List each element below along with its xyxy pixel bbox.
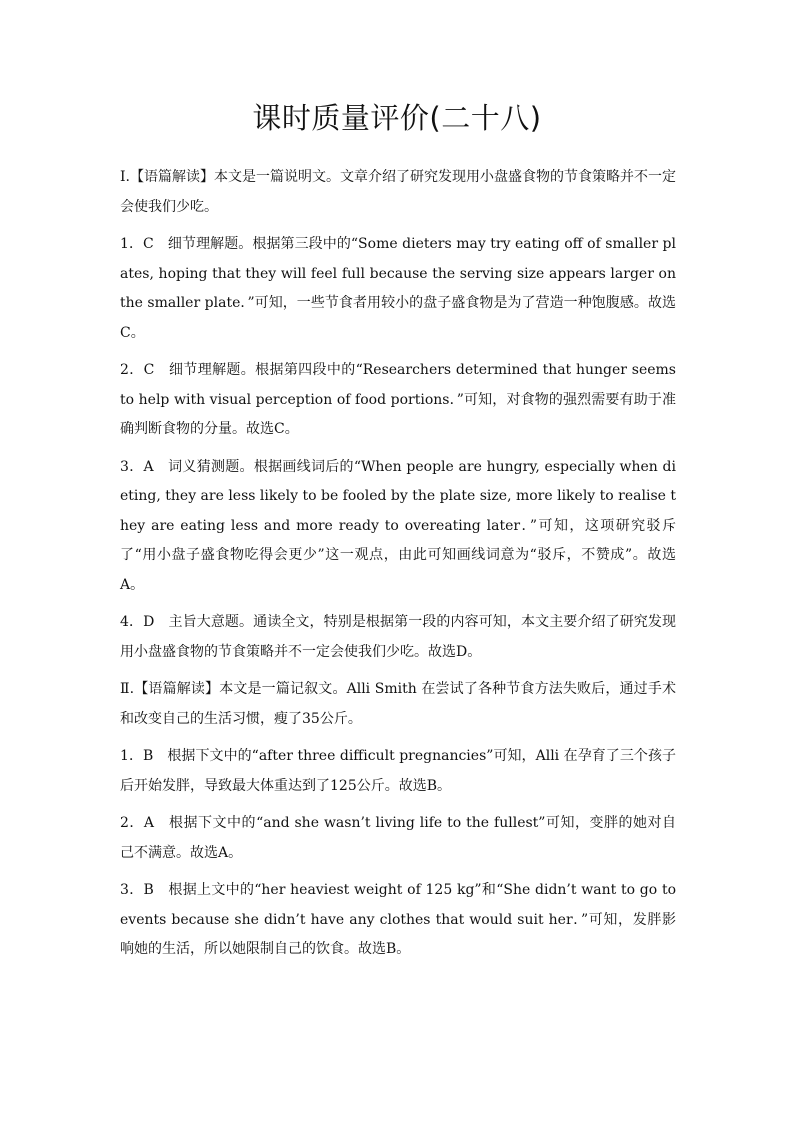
answer-item-2-3: 3．B 根据上文中的“her heaviest weight of 125 kg”和“She didn’t want to go to events because she didn’t have any clothes that would suit her．”可知，发胖影响她的生活，所以她限制自己的饮食。故选B。 bbox=[120, 882, 676, 957]
answer-item-1-2: 2．C 细节理解题。根据第四段中的“Researchers determined that hunger seems to help with visual perception of food portions．”可知，对食物的强烈需要有助于准确判断食物的分量。故选C。 bbox=[120, 362, 676, 437]
answer-item-1-1: 1．C 细节理解题。根据第三段中的“Some dieters may try eating off of smaller plates, hoping that they will feel full because the serving size appears larger on the smaller plate．”可知，一些节食者用较小的盘子盛食物是为了营造一种饱腹感。故选C。 bbox=[120, 236, 676, 341]
answer-item-1-3: 3．A 词义猜测题。根据画线词后的“When people are hungry, especially when dieting, they are less likely to be fooled by the plate size, more likely to realise they are eating less and more ready to overeating later．”可知，这项研究驳斥了“用小盘子盛食物吃得会更少”这一观点，由此可知画线词意为“驳斥，不赞成”。故选A。 bbox=[120, 458, 676, 593]
answer-content bbox=[120, 163, 676, 973]
page-title: 课时质量评价(二十八) bbox=[252, 101, 542, 135]
answer-item-2-1: 1．B 根据下文中的“after three difficult pregnancies”可知，Alli 在孕育了三个孩子后开始发胖，导致最大体重达到了125公斤。故选B。 bbox=[120, 748, 676, 794]
answer-item-1-4: 4．D 主旨大意题。通读全文，特别是根据第一段的内容可知，本文主要介绍了研究发现用小盘盛食物的节食策略并不一定会使我们少吃。故选D。 bbox=[120, 614, 676, 660]
answer-item-2-2: 2．A 根据下文中的“and she wasn’t living life to the fullest”可知，变胖的她对自己不满意。故选A。 bbox=[120, 815, 676, 861]
section-1-summary: Ⅰ.【语篇解读】本文是一篇说明文。文章介绍了研究发现用小盘盛食物的节食策略并不一定会使我们少吃。 bbox=[120, 169, 676, 215]
section-2-summary: Ⅱ.【语篇解读】本文是一篇记叙文。Alli Smith 在尝试了各种节食方法失败后，通过手术和改变自己的生活习惯，瘦了35公斤。 bbox=[120, 681, 676, 727]
